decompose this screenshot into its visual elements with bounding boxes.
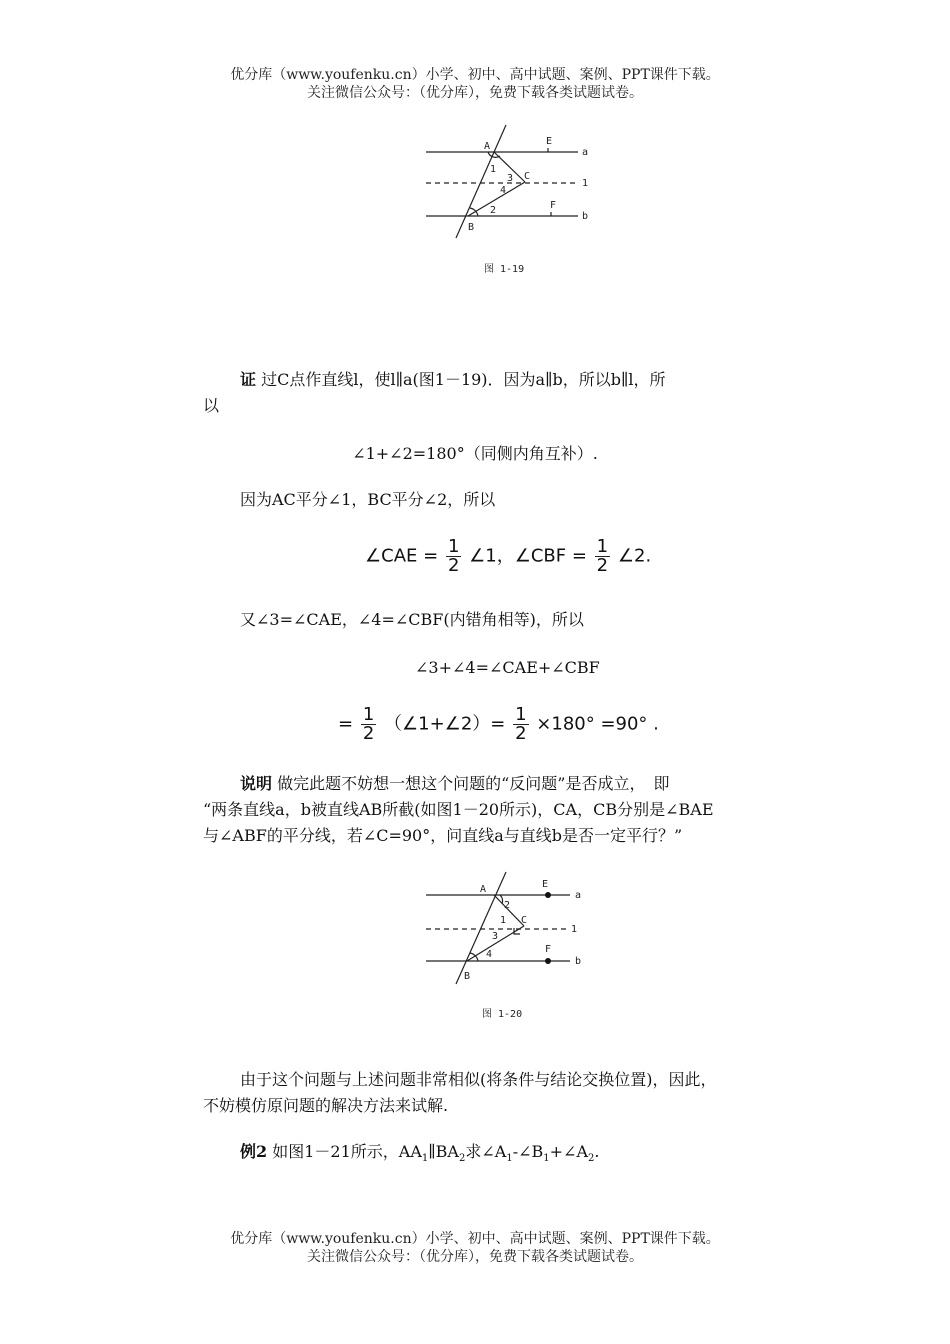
proof-line-2: 因为AC平分∠1，BC平分∠2，所以: [240, 490, 496, 509]
label-line-l: 1: [571, 924, 578, 935]
label-c-point: C: [521, 915, 528, 926]
example-text: -∠B: [512, 1142, 544, 1161]
eq4-c: ×180° =90° .: [536, 713, 659, 735]
proof-text-1: 过C点作直线l，使l∥a(图1－19)．因为a∥b，所以b∥l，所: [261, 370, 666, 389]
proof-line-1b: 以: [203, 396, 220, 415]
label-angle-3: 3: [492, 931, 499, 942]
frac-num: 1: [447, 536, 460, 557]
label-angle-1: 1: [500, 915, 507, 926]
figure-1-19: [420, 120, 600, 280]
example-pre: 如图1－21所示，AA: [272, 1142, 422, 1161]
label-line-a: a: [582, 147, 589, 158]
equation-4: [338, 706, 659, 743]
label-angle-2: 2: [490, 205, 497, 216]
label-angle-1: 1: [490, 164, 497, 175]
label-angle-4: 4: [486, 949, 493, 960]
fraction-half-1: [446, 538, 461, 575]
label-line-l: 1: [582, 178, 589, 189]
proof-lead: 证: [240, 370, 257, 389]
example-2: [240, 1139, 599, 1172]
transversal-ab: [456, 125, 506, 238]
label-line-a: a: [575, 890, 582, 901]
fraction-half-2: [595, 538, 610, 575]
label-angle-3: 3: [507, 173, 514, 184]
frac-num: 1: [515, 704, 527, 725]
note-line-3: 与∠ABF的平分线，若∠C=90°，问直线a与直线b是否一定平行？”: [203, 826, 683, 845]
followup-line-2: 不妨模仿原问题的解决方法来试解.: [203, 1096, 449, 1115]
page-footer: [0, 1230, 950, 1266]
label-b-point: B: [468, 222, 475, 233]
label-e-point: E: [542, 879, 549, 890]
label-line-b: b: [582, 211, 589, 222]
example-lead: 例2: [240, 1142, 268, 1161]
frac-num: 1: [362, 704, 375, 725]
label-line-b: b: [575, 956, 582, 967]
note-line-1: [240, 771, 669, 797]
frac-den: 2: [596, 555, 609, 576]
proof-line-1: [240, 367, 665, 393]
point-f-dot: [545, 958, 551, 964]
subscript: 2: [588, 1153, 595, 1165]
proof-line-3: 又∠3=∠CAE，∠4=∠CBF(内错角相等)，所以: [240, 610, 584, 629]
equation-3: ∠3+∠4=∠CAE+∠CBF: [415, 658, 600, 677]
note-text-1: 做完此题不妨想一想这个问题的“反问题”是否成立， 即: [277, 774, 670, 793]
frac-den: 2: [447, 555, 460, 576]
figure-1-19-caption: 图 1-19: [484, 264, 525, 275]
example-text: 求∠A: [465, 1142, 507, 1161]
label-e-point: E: [546, 136, 553, 147]
eq4-a: =: [338, 713, 354, 735]
label-a-point: A: [484, 141, 491, 152]
footer-line-1: 优分库（www.youfenku.cn）小学、初中、高中试题、案例、PPT课件下载。: [230, 1231, 720, 1247]
followup-line-1: 由于这个问题与上述问题非常相似(将条件与结论交换位置)，因此，: [240, 1070, 717, 1089]
equation-2: [365, 538, 651, 575]
label-a-point: A: [480, 884, 487, 895]
page-header: [0, 66, 950, 102]
subscript: 1: [506, 1153, 513, 1165]
subscript: 1: [421, 1153, 429, 1165]
eq4-b: （∠1+∠2）=: [384, 713, 506, 735]
figure-1-20-caption: 图 1-20: [482, 1009, 523, 1020]
header-line-2: 关注微信公众号：（优分库），免费下载各类试题试卷。: [307, 85, 643, 101]
label-f-point: F: [550, 200, 557, 211]
fraction-half-3: [361, 706, 376, 743]
eq2-right: ∠2.: [617, 545, 652, 567]
frac-den: 2: [515, 723, 527, 744]
label-f-point: F: [545, 944, 552, 955]
point-e-dot: [545, 892, 551, 898]
label-b-point: B: [464, 971, 471, 982]
example-text: .: [594, 1142, 600, 1161]
header-line-1: 优分库（www.youfenku.cn）小学、初中、高中试题、案例、PPT课件下载。: [230, 67, 720, 83]
subscript: 1: [543, 1153, 550, 1165]
example-text: ∥BA: [428, 1142, 459, 1161]
footer-line-2: 关注微信公众号：（优分库），免费下载各类试题试卷。: [307, 1249, 643, 1265]
label-angle-4: 4: [500, 185, 507, 196]
example-text: +∠A: [549, 1142, 589, 1161]
label-angle-2: 2: [504, 900, 511, 911]
equation-1: ∠1+∠2=180°（同侧内角互补）.: [352, 444, 598, 463]
figure-1-20: [420, 868, 600, 1028]
eq2-left: ∠CAE =: [365, 545, 439, 567]
segment-bc: [468, 182, 525, 216]
label-c-point: C: [524, 171, 531, 182]
subscript: 2: [458, 1153, 466, 1165]
frac-den: 2: [362, 723, 375, 744]
eq2-mid: ∠1，∠CBF =: [469, 545, 587, 567]
note-line-2: “两条直线a，b被直线AB所截(如图1－20所示)，CA，CB分别是∠BAE: [203, 800, 714, 819]
fraction-half-4: [513, 706, 528, 743]
note-lead: 说明: [240, 774, 273, 793]
frac-num: 1: [596, 536, 609, 557]
